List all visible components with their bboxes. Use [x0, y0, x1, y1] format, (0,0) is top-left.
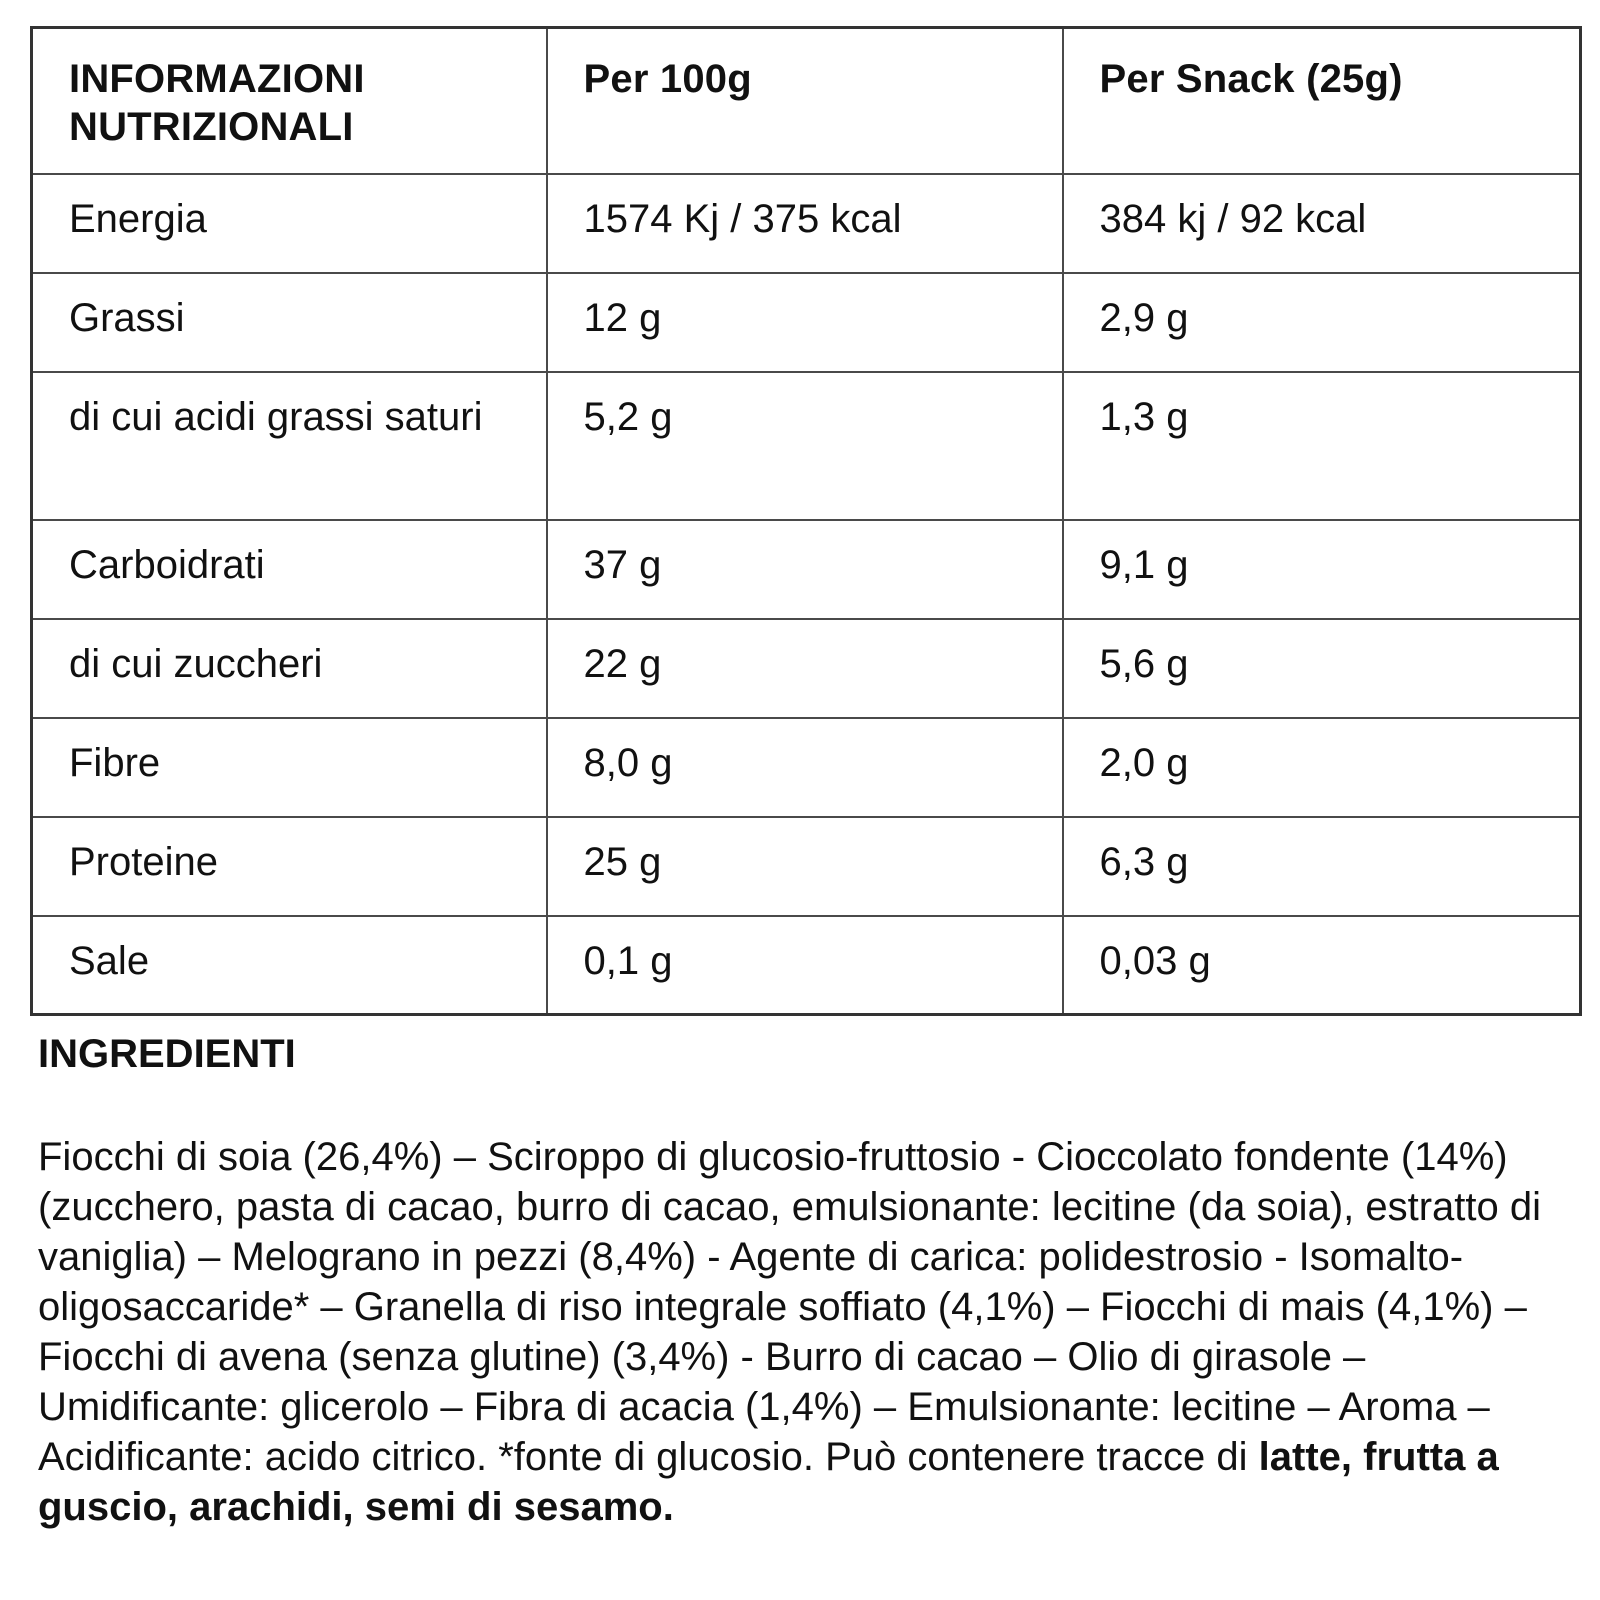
value-per-snack: 1,3 g	[1063, 372, 1581, 520]
value-per-100g: 22 g	[547, 619, 1063, 718]
table-row	[32, 174, 1581, 273]
nutrient-name: Proteine	[32, 817, 547, 916]
value-per-100g: 8,0 g	[547, 718, 1063, 817]
value-per-snack: 2,0 g	[1063, 718, 1581, 817]
value-per-100g: 5,2 g	[547, 372, 1063, 520]
nutrient-name: Grassi	[32, 273, 547, 372]
value-per-100g: 1574 Kj / 375 kcal	[547, 174, 1063, 273]
value-per-snack: 5,6 g	[1063, 619, 1581, 718]
table-row	[32, 817, 1581, 916]
value-per-snack: 9,1 g	[1063, 520, 1581, 619]
value-per-100g: 25 g	[547, 817, 1063, 916]
value-per-100g: 37 g	[547, 520, 1063, 619]
table-row	[32, 520, 1581, 619]
nutrient-name: di cui acidi grassi saturi	[32, 372, 547, 520]
nutrient-name: Energia	[32, 174, 547, 273]
header-per-100g: Per 100g	[547, 28, 1063, 174]
value-per-snack: 6,3 g	[1063, 817, 1581, 916]
table-row	[32, 916, 1581, 1015]
value-per-snack: 0,03 g	[1063, 916, 1581, 1015]
allergens-warning: latte, frutta a guscio, arachidi, semi di sesamo.	[38, 1435, 1499, 1529]
table-header-row	[32, 28, 1581, 174]
table-row	[32, 273, 1581, 372]
ingredients-title: INGREDIENTI	[38, 1032, 296, 1076]
header-nutrition-info: INFORMAZIONI NUTRIZIONALI	[32, 28, 547, 174]
value-per-snack: 2,9 g	[1063, 273, 1581, 372]
nutrient-name: di cui zuccheri	[32, 619, 547, 718]
table-row	[32, 718, 1581, 817]
table-row	[32, 619, 1581, 718]
nutrient-name: Sale	[32, 916, 547, 1015]
nutrient-name: Fibre	[32, 718, 547, 817]
value-per-100g: 12 g	[547, 273, 1063, 372]
nutrient-name: Carboidrati	[32, 520, 547, 619]
table-row	[32, 372, 1581, 520]
ingredients-text	[38, 1132, 1578, 1532]
header-per-snack: Per Snack (25g)	[1063, 28, 1581, 174]
value-per-snack: 384 kj / 92 kcal	[1063, 174, 1581, 273]
value-per-100g: 0,1 g	[547, 916, 1063, 1015]
ingredients-list: Fiocchi di soia (26,4%) – Sciroppo di glucosio-fruttosio - Cioccolato fondente (14%) (zucchero, pasta di cacao, burro di cacao, emulsionante: lecitine (da soia), estratto di vaniglia) – Melograno in pezzi (8,4%) - Agente di carica: polidestrosio - Isomalto-oligosaccaride* – Granella di riso integrale soffiato (4,1%) – Fiocchi di mais (4,1%) – Fiocchi di avena (senza glutine) (3,4%) - Burro di cacao – Olio di girasole – Umidificante: glicerolo – Fibra di acacia (1,4%) – Emulsionante: lecitine – Aroma – Acidificante: acido citrico. *fonte di glucosio. Può contenere tracce di	[38, 1135, 1542, 1479]
nutrition-table	[30, 26, 1582, 1016]
